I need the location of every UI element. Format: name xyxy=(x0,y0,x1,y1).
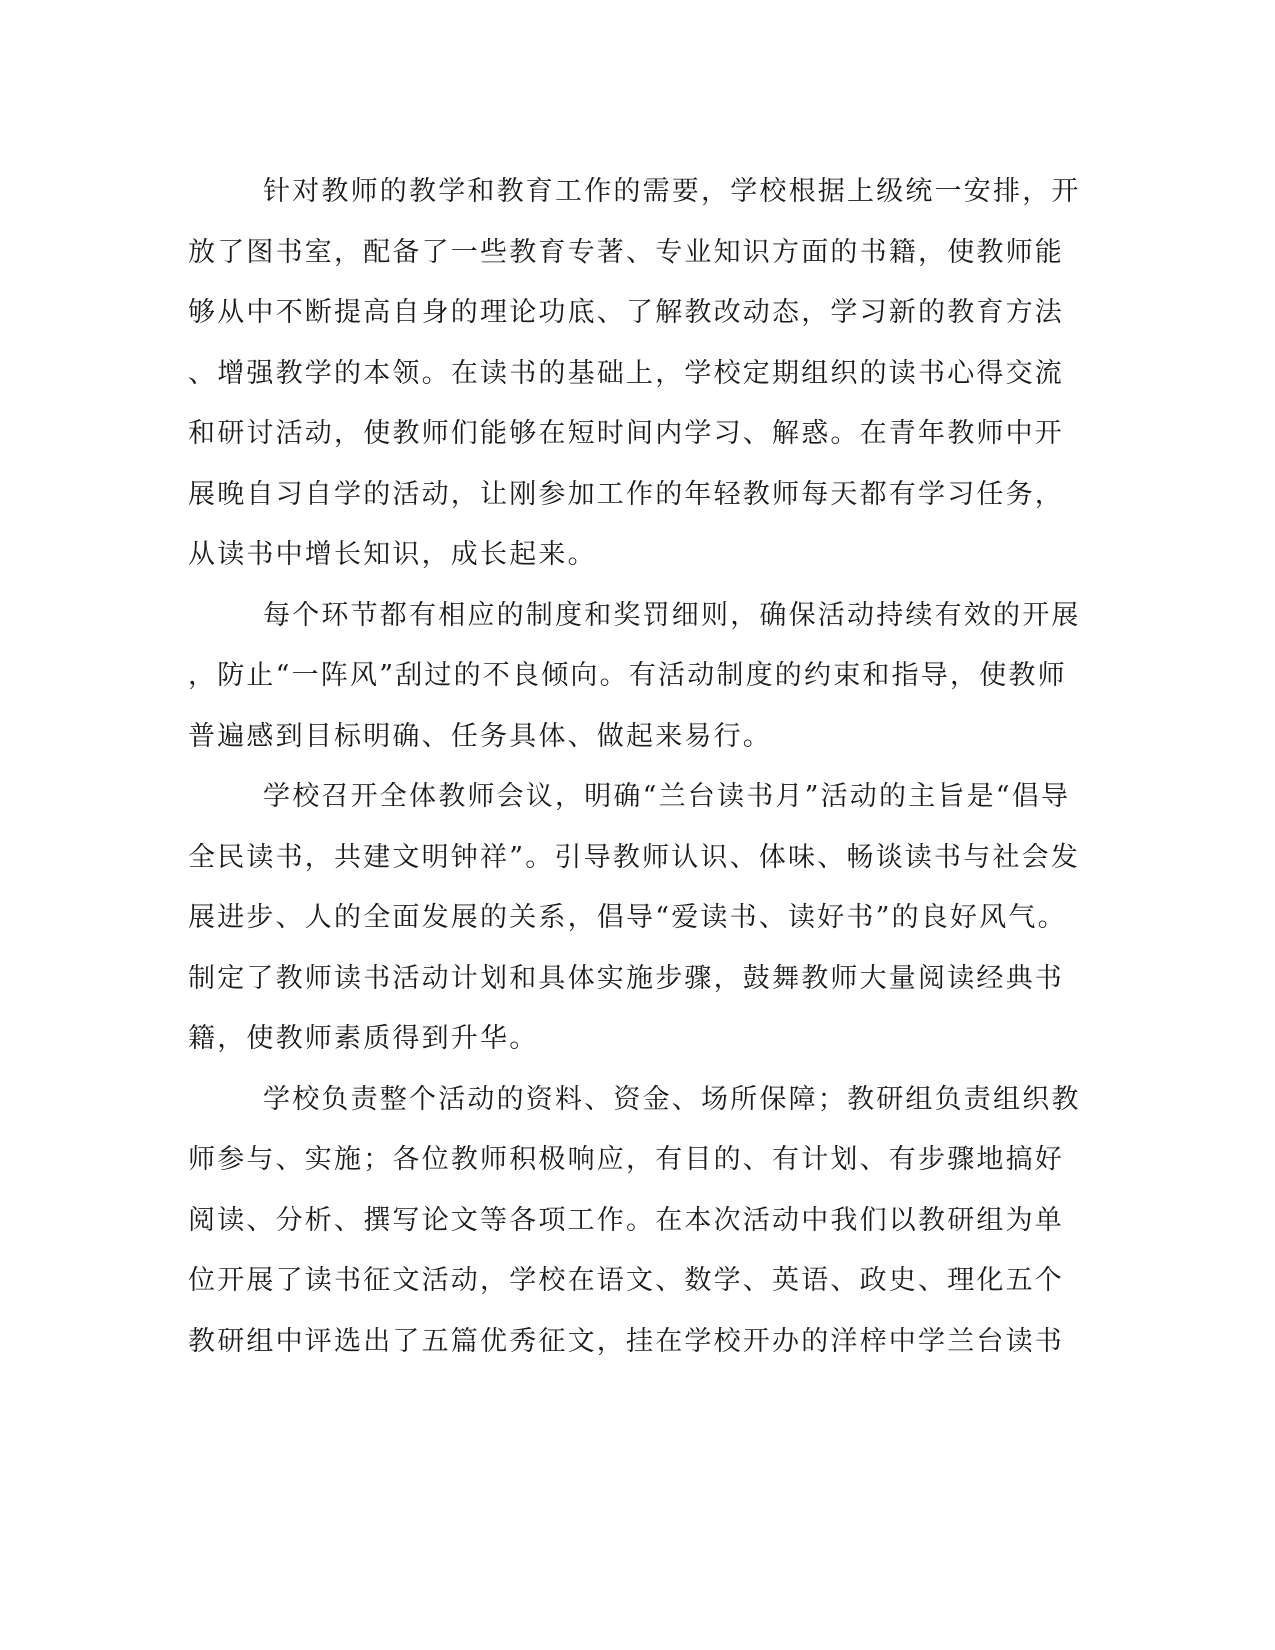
text-line: 学校负责整个活动的资料、资金、场所保障；教研组负责组织教 xyxy=(263,1083,1081,1115)
text-line: 位开展了读书征文活动，学校在语文、数学、英语、政史、理化五个 xyxy=(188,1265,1064,1296)
text-line: 全民读书，共建文明钟祥”。引导教师认识、体味、畅谈读书与社会发 xyxy=(188,841,1081,873)
text-line: 从读书中增长知识，成长起来。 xyxy=(188,539,597,570)
paragraph-2 xyxy=(188,586,1088,768)
text-line: 针对教师的教学和教育工作的需要，学校根据上级统一安排，开 xyxy=(263,176,1081,207)
text-line: 放了图书室，配备了一些教育专著、专业知识方面的书籍，使教师能 xyxy=(188,236,1064,268)
text-line: 展晚自习自学的活动，让刚参加工作的年轻教师每天都有学习任务， xyxy=(188,478,1064,510)
text-line: 普遍感到目标明确、任务具体、做起来易行。 xyxy=(188,720,772,752)
text-line: 和研讨活动，使教师们能够在短时间内学习、解惑。在青年教师中开 xyxy=(188,418,1064,449)
document-body xyxy=(188,162,1088,1372)
text-line: 、增强教学的本领。在读书的基础上，学校定期组织的读书心得交流 xyxy=(188,357,1064,389)
text-line: ，防止“一阵风”刮过的不良倾向。有活动制度的约束和指导，使教师 xyxy=(188,660,1067,691)
text-line: 籍，使教师素质得到升华。 xyxy=(188,1023,539,1054)
text-line: 每个环节都有相应的制度和奖罚细则，确保活动持续有效的开展 xyxy=(263,599,1081,631)
text-line: 学校召开全体教师会议，明确“兰台读书月”活动的主旨是“倡导 xyxy=(263,781,1071,812)
text-line: 制定了教师读书活动计划和具体实施步骤，鼓舞教师大量阅读经典书 xyxy=(188,962,1064,994)
text-line: 展进步、人的全面发展的关系，倡导“爱读书、读好书”的良好风气。 xyxy=(188,902,1067,933)
paragraph-1 xyxy=(188,162,1088,586)
text-line: 教研组中评选出了五篇优秀征文，挂在学校开办的洋梓中学兰台读书 xyxy=(188,1325,1064,1357)
paragraph-3 xyxy=(188,767,1088,1070)
text-line: 够从中不断提高自身的理论功底、了解教改动态，学习新的教育方法 xyxy=(188,297,1064,328)
text-line: 阅读、分析、撰写论文等各项工作。在本次活动中我们以教研组为单 xyxy=(188,1204,1064,1236)
paragraph-4 xyxy=(188,1070,1088,1373)
text-line: 师参与、实施；各位教师积极响应，有目的、有计划、有步骤地搞好 xyxy=(188,1144,1064,1175)
